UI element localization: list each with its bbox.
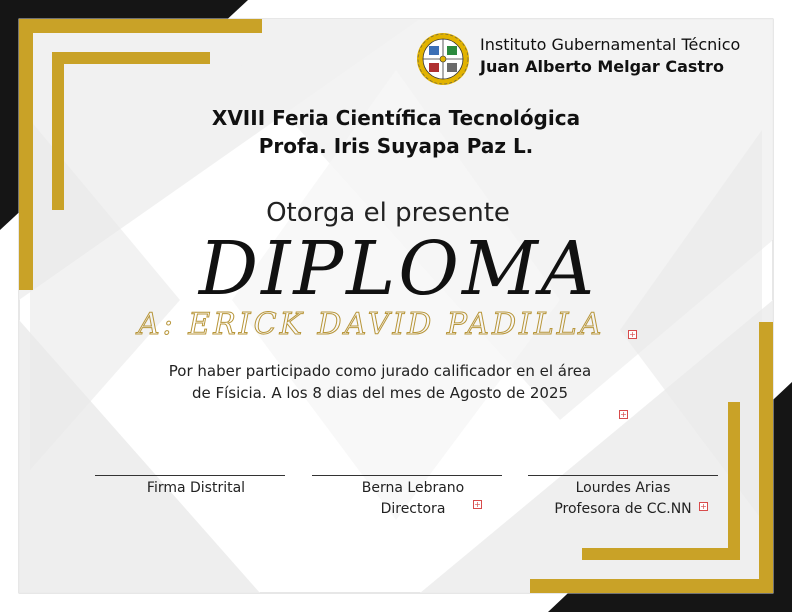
signature-2-role: Directora xyxy=(380,501,446,517)
signature-3-name: Lourdes Arias xyxy=(575,480,671,496)
institute-name-line1: Instituto Gubernamental Técnico xyxy=(480,35,741,54)
diploma-title: DIPLOMA xyxy=(198,226,598,312)
signature-line-2 xyxy=(312,475,502,476)
signature-3-role: Profesora de CC.NN xyxy=(554,501,692,517)
text-box-marker: + xyxy=(620,410,627,419)
signature-line-3 xyxy=(528,475,718,476)
institute-name-line2: Juan Alberto Melgar Castro xyxy=(480,57,724,76)
institute-seal-logo xyxy=(416,32,470,86)
event-title: XVIII Feria Científica Tecnológica xyxy=(211,106,581,130)
event-honoree: Profa. Iris Suyapa Paz L. xyxy=(258,134,534,158)
recipient-name: A: ERICK DAVID PADILLA xyxy=(138,307,605,342)
text-box-marker: + xyxy=(474,500,481,509)
signature-1-name: Firma Distrital xyxy=(146,480,246,496)
signature-line-1 xyxy=(95,475,285,476)
grant-text: Otorga el presente xyxy=(266,198,510,228)
signature-2-name: Berna Lebrano xyxy=(361,480,465,496)
text-box-marker: + xyxy=(700,502,707,511)
body-line1: Por haber participado como jurado calificador en el área xyxy=(168,362,592,380)
body-line2: de Físicia. A los 8 dias del mes de Agosto de 2025 xyxy=(191,384,569,402)
text-box-marker: + xyxy=(629,330,636,339)
